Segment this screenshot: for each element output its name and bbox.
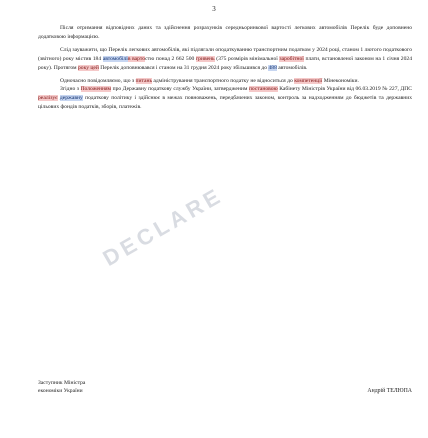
text-run: Мінекономіки. (322, 77, 359, 84)
text-run: Перелік доповнювався і станом на 31 грудня 2024 року збільшився до (98, 64, 269, 71)
signer-name: Андрій ТЕЛЮПА (367, 388, 412, 394)
text-run: стю понад 2 662 500 (145, 55, 196, 62)
signer-title-line2: економіки України (38, 387, 83, 394)
highlighted-text: в варто (127, 55, 146, 62)
highlighted-text: компетенції (294, 77, 323, 84)
highlighted-text: 488 (268, 64, 277, 71)
highlighted-text: державну (59, 95, 83, 102)
highlighted-text: гривень (195, 55, 215, 62)
highlighted-text: Положенням (80, 86, 112, 93)
highlighted-text: питань (135, 77, 153, 84)
letter-body (38, 24, 412, 112)
paragraph (38, 77, 412, 86)
highlighted-text: автомобілі (102, 55, 128, 62)
text-run: Кабінету Міністрів України від 06.03.2019 № 227, ДПС (277, 86, 412, 93)
highlighted-text: реалізує (38, 95, 58, 102)
text-run: автомобілів. (276, 64, 308, 71)
paragraph (38, 24, 412, 42)
paragraph (38, 85, 412, 112)
signer-title (38, 380, 158, 395)
text-run: Слід зауважити, що Перелік легкових автомобілів, які підлягали оподаткуванню транспортним податком у 2024 році, станом 1 лютого податкового (звітного) року містив 184 (38, 46, 412, 62)
text-run: (375 розмірів мінімальної (214, 55, 280, 62)
paragraph (38, 46, 412, 73)
text-run: Одночасно повідомляємо, що з (60, 77, 136, 84)
text-run: про Державну податкову службу України, затвердженим (111, 86, 249, 93)
highlighted-text: постановою (248, 86, 278, 93)
text-run: адміністрування транспортного податку не відноситься до (152, 77, 295, 84)
text-run: податкову політику і здійснює в межах повноважень, передбачених законом, контроль за надходженням до бюджетів та державних цільових фондів податків, зборів, платежів. (38, 95, 412, 111)
text-run: Згідно з (60, 86, 81, 93)
watermark: DECLARE (98, 182, 228, 271)
highlighted-text: заробітної (279, 55, 304, 62)
page-number: 3 (212, 5, 216, 13)
text-run: плати, встановленої законом на 1 січня 2024 року). Протягом (38, 55, 412, 71)
text-run: Після отримання відповідних даних та здійснення розрахунків середньоринкової вартості легкових автомобілів Перелік буде доповнено додатковою інформацією. (38, 25, 412, 40)
signer-title-line1: Заступник Міністра (38, 380, 86, 386)
highlighted-text: року цей (77, 64, 99, 71)
